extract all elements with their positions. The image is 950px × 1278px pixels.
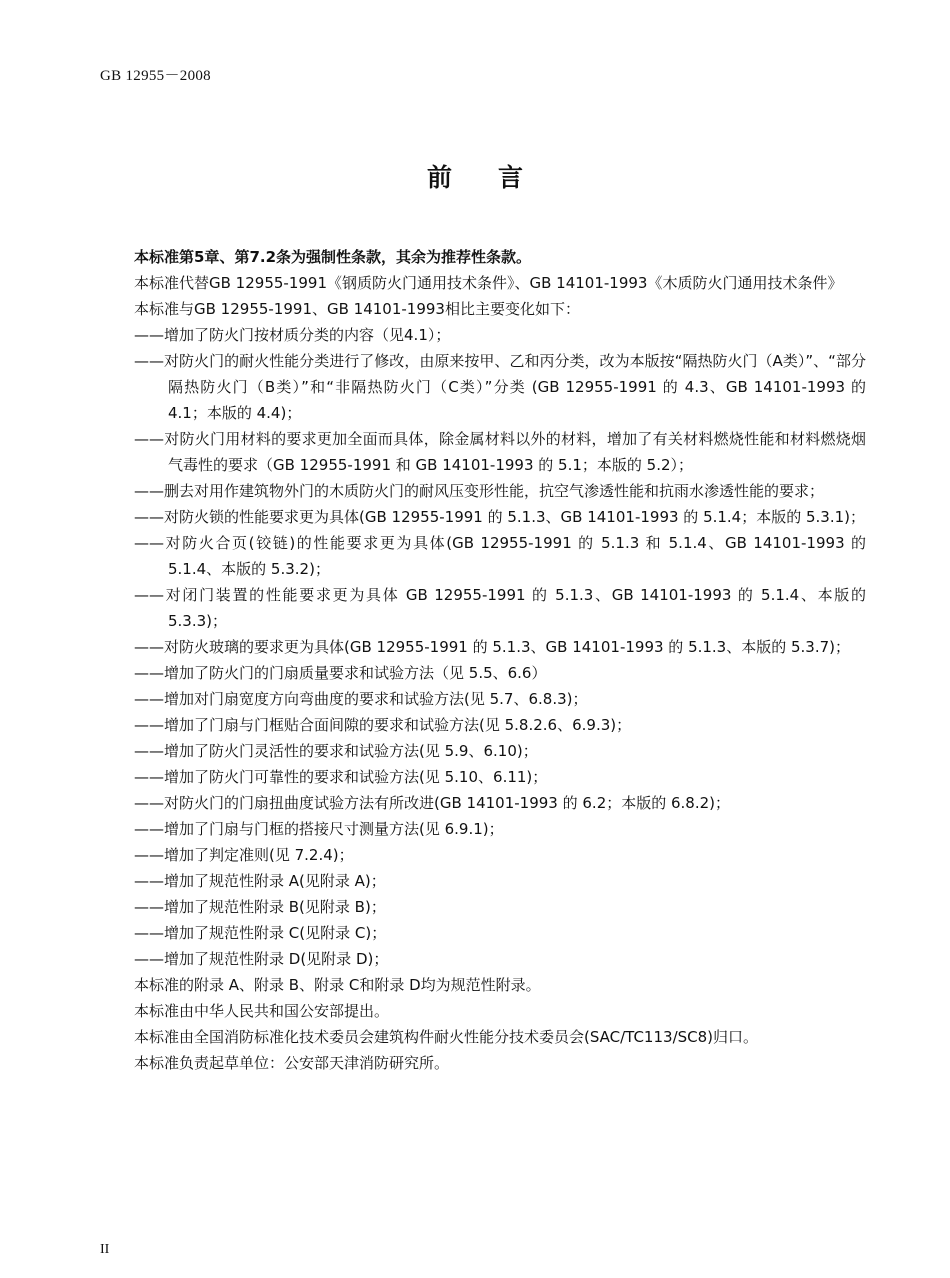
- changes-list: [100, 322, 866, 972]
- change-item: ——增加了规范性附录 C(见附录 C)；: [134, 924, 387, 942]
- replacement-paragraph: 本标准代替GB 12955-1991《钢质防火门通用技术条件》、GB 14101-1993《木质防火门通用技术条件》: [134, 274, 843, 292]
- change-item: ——对防火合页(铰链)的性能要求更为具体(GB 12955-1991 的 5.1.3 和 5.1.4、GB 14101-1993 的 5.1.4、本版的 5.3.2)；: [134, 534, 866, 578]
- proposer-paragraph: 本标准由中华人民共和国公安部提出。: [134, 1002, 390, 1020]
- change-item: ——增加了门扇与门框的搭接尺寸测量方法(见 6.9.1)；: [134, 820, 504, 838]
- change-item: ——增加了规范性附录 A(见附录 A)；: [134, 872, 386, 890]
- page-title: 前言: [426, 163, 569, 192]
- changes-intro-paragraph: 本标准与GB 12955-1991、GB 14101-1993相比主要变化如下：: [134, 300, 580, 318]
- change-item: ——增加对门扇宽度方向弯曲度的要求和试验方法(见 5.7、6.8.3)；: [134, 690, 588, 708]
- change-item: ——增加了判定准则(见 7.2.4)；: [134, 846, 354, 864]
- annex-paragraph: 本标准的附录 A、附录 B、附录 C和附录 D均为规范性附录。: [134, 976, 541, 994]
- change-item: ——对防火玻璃的要求更为具体(GB 12955-1991 的 5.1.3、GB 14101-1993 的 5.1.3、本版的 5.3.7)；: [134, 638, 851, 656]
- change-item: ——增加了规范性附录 B(见附录 B)；: [134, 898, 386, 916]
- change-item: ——增加了防火门按材质分类的内容（见4.1）；: [134, 326, 451, 344]
- change-item: ——对防火门的门扇扭曲度试验方法有所改进(GB 14101-1993 的 6.2；本版的 6.8.2)；: [134, 794, 731, 812]
- change-item: ——对防火锁的性能要求更为具体(GB 12955-1991 的 5.1.3、GB 14101-1993 的 5.1.4；本版的 5.3.1)；: [134, 508, 866, 526]
- page-number: II: [100, 1242, 110, 1257]
- change-item: ——增加了防火门的门扇质量要求和试验方法（见 5.5、6.6）: [134, 664, 547, 682]
- change-item: ——增加了防火门灵活性的要求和试验方法(见 5.9、6.10)；: [134, 742, 538, 760]
- standard-identifier: GB 12955－2008: [100, 68, 211, 84]
- change-item: ——增加了防火门可靠性的要求和试验方法(见 5.10、6.11)；: [134, 768, 548, 786]
- change-item: ——增加了门扇与门框贴合面间隙的要求和试验方法(见 5.8.2.6、6.9.3)；: [134, 716, 632, 734]
- mandatory-clause-paragraph: 本标准第5章、第7.2条为强制性条款，其余为推荐性条款。: [134, 248, 532, 266]
- change-item: ——增加了规范性附录 D(见附录 D)；: [134, 950, 389, 968]
- change-item: ——对闭门装置的性能要求更为具体 GB 12955-1991 的 5.1.3、GB 14101-1993 的 5.1.4、本版的 5.3.3)；: [134, 586, 866, 630]
- change-item: ——删去对用作建筑物外门的木质防火门的耐风压变形性能，抗空气渗透性能和抗雨水渗透性能的要求；: [134, 482, 825, 500]
- change-item: ——对防火门的耐火性能分类进行了修改，由原来按甲、乙和丙分类，改为本版按“隔热防火门（A类）”、“部分隔热防火门（B类）”和“非隔热防火门（C类）”分类 (GB 12955-1991 的 4.3、GB 14101-1993 的 4.1；本版的 4.4)；: [134, 352, 866, 422]
- change-item: ——对防火门用材料的要求更加全面而具体，除金属材料以外的材料，增加了有关材料燃烧性能和材料燃烧烟气毒性的要求（GB 12955-1991 和 GB 14101-1993 的 5.1；本版的 5.2）；: [134, 430, 866, 474]
- drafter-paragraph: 本标准负责起草单位：公安部天津消防研究所。: [134, 1054, 450, 1072]
- foreword-body: [100, 244, 866, 1076]
- committee-paragraph: 本标准由全国消防标准化技术委员会建筑构件耐火性能分技术委员会(SAC/TC113/SC8)归口。: [134, 1028, 759, 1046]
